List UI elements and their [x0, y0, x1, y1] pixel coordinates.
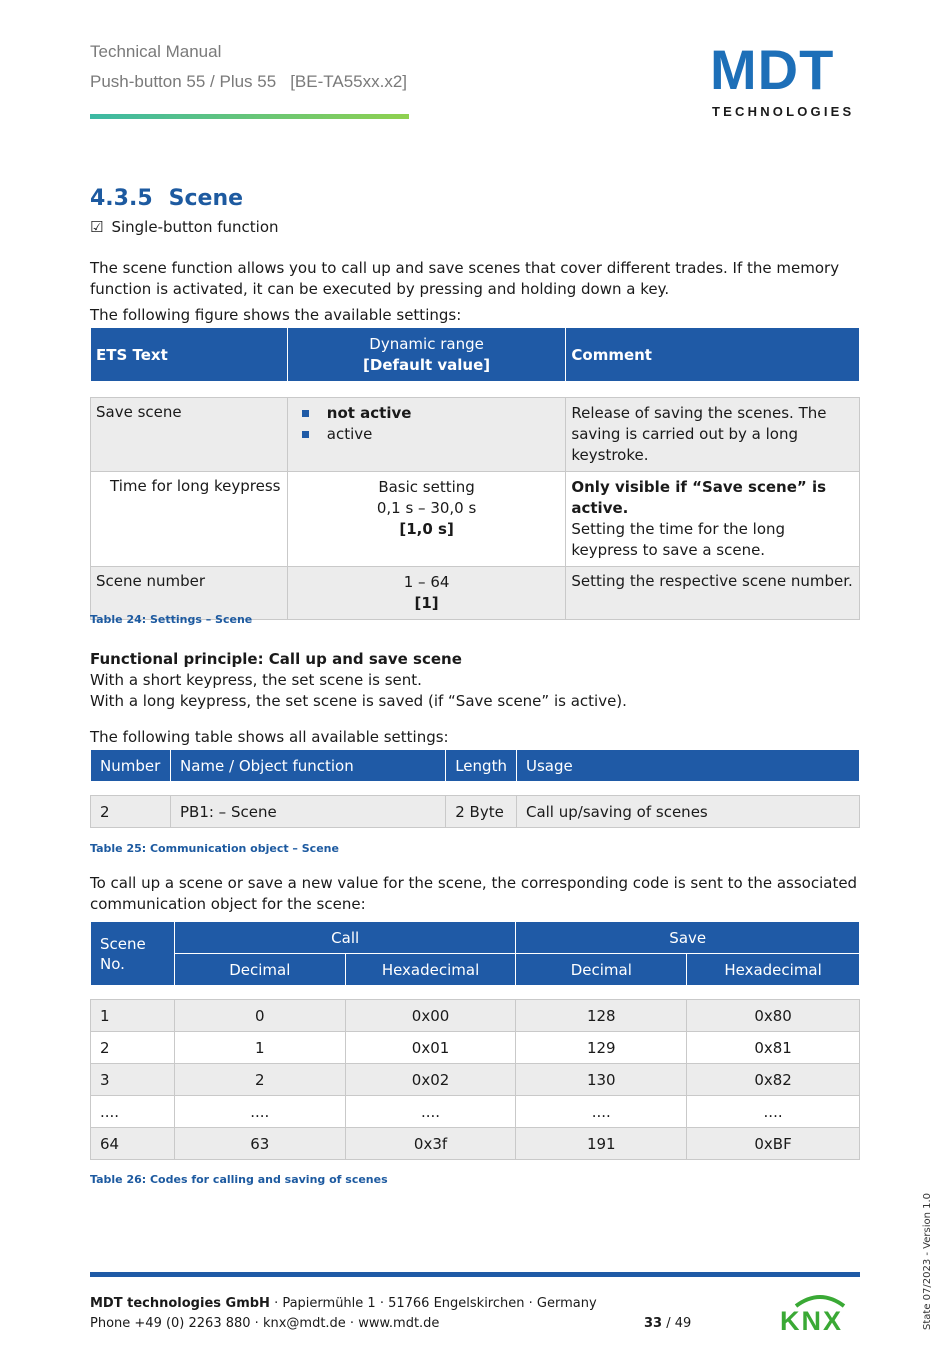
svg-text:KNX: KNX — [780, 1306, 844, 1334]
cell-save-decimal: 191 — [516, 1128, 687, 1160]
cell-call-hex: 0x02 — [345, 1064, 516, 1096]
page-current: 33 — [644, 1316, 663, 1331]
row-range — [287, 398, 566, 472]
cell-save-hex: .... — [687, 1096, 860, 1128]
row-comment — [566, 472, 860, 567]
header-accent-bar — [90, 114, 409, 119]
row-label: Scene number — [91, 567, 288, 620]
cell-save-hex: 0xBF — [687, 1128, 860, 1160]
object-table — [90, 749, 860, 828]
cell-scene: .... — [91, 1096, 175, 1128]
option-not-active: not active — [326, 404, 412, 422]
logo-subtitle: TECHNOLOGIES — [712, 104, 855, 119]
cell-save-decimal: 128 — [516, 1000, 687, 1032]
footer-address: · Papiermühle 1 · 51766 Engelskirchen · Germany — [269, 1296, 597, 1311]
comment-text: Setting the time for the long keypress to save a scene. — [571, 520, 786, 559]
product-label: Push-button 55 / Plus 55 — [90, 72, 277, 91]
cell-save-hex: 0x80 — [687, 1000, 860, 1032]
mdt-logo — [710, 38, 862, 124]
cell-scene: 1 — [91, 1000, 175, 1032]
cell-call-hex: 0x3f — [345, 1128, 516, 1160]
cell-call-decimal: 63 — [174, 1128, 345, 1160]
knx-logo — [778, 1292, 862, 1334]
header-scene-line2: No. — [100, 954, 125, 973]
option-active: active — [326, 425, 373, 443]
principle-line1: With a short keypress, the set scene is sent. — [90, 671, 422, 689]
cell-save-decimal: 130 — [516, 1064, 687, 1096]
function-checkbox-line — [90, 218, 279, 236]
document-state: State 07/2023 - Version 1.0 — [922, 1192, 933, 1330]
row-label: Time for long keypress — [91, 472, 288, 567]
bullet-icon — [302, 410, 309, 417]
header-length: Length — [446, 750, 517, 782]
bullet-icon — [302, 431, 309, 438]
cell-scene: 2 — [91, 1032, 175, 1064]
header-save: Save — [516, 922, 860, 954]
cell-scene: 3 — [91, 1064, 175, 1096]
table-row — [91, 472, 860, 567]
knx-logo-graphic — [778, 1292, 862, 1334]
header-usage: Usage — [516, 750, 859, 782]
header-call-decimal: Decimal — [174, 954, 345, 986]
header-number: Number — [91, 750, 171, 782]
table-row — [91, 1128, 860, 1160]
table-caption: Table 25: Communication object – Scene — [90, 842, 339, 855]
cell-name: PB1: – Scene — [170, 796, 445, 828]
header-call-hex: Hexadecimal — [345, 954, 516, 986]
section-number: 4.3.5 — [90, 186, 153, 211]
cell-call-hex: 0x00 — [345, 1000, 516, 1032]
cell-call-hex: 0x01 — [345, 1032, 516, 1064]
table-row — [91, 1032, 860, 1064]
range-line1: Basic setting — [378, 478, 475, 496]
range-line2: 0,1 s – 30,0 s — [376, 499, 477, 517]
table-row — [91, 796, 860, 828]
cell-save-decimal: .... — [516, 1096, 687, 1128]
settings-table — [90, 327, 860, 620]
footer-company: MDT technologies GmbH — [90, 1296, 270, 1311]
header-save-decimal: Decimal — [516, 954, 687, 986]
row-label: Save scene — [91, 398, 288, 472]
table-caption: Table 26: Codes for calling and saving of scenes — [90, 1173, 388, 1186]
product-name — [90, 72, 407, 92]
principle-line2: With a long keypress, the set scene is saved (if “Save scene” is active). — [90, 692, 627, 710]
page-total: / 49 — [662, 1316, 692, 1331]
product-code: [BE-TA55xx.x2] — [290, 72, 408, 91]
cell-length: 2 Byte — [446, 796, 517, 828]
footer-bar — [90, 1272, 860, 1277]
codes-table — [90, 921, 860, 1160]
cell-call-decimal: .... — [174, 1096, 345, 1128]
header-range-line2: [Default value] — [363, 355, 491, 374]
cell-call-decimal: 1 — [174, 1032, 345, 1064]
row-comment: Release of saving the scenes. The saving is carried out by a long keystroke. — [566, 398, 860, 472]
table-row — [91, 1000, 860, 1032]
header-call: Call — [174, 922, 516, 954]
range-line1: 1 – 64 — [403, 573, 450, 591]
section-heading — [90, 186, 243, 211]
cell-call-decimal: 2 — [174, 1064, 345, 1096]
figure-intro: The following figure shows the available settings: — [90, 306, 462, 324]
cell-save-hex: 0x81 — [687, 1032, 860, 1064]
row-range — [287, 567, 566, 620]
range-default: [1] — [414, 594, 439, 612]
logo-word: MDT — [710, 38, 835, 101]
row-comment: Setting the respective scene number. — [566, 567, 860, 620]
header-ets-text: ETS Text — [91, 328, 288, 382]
footer-company-line — [90, 1296, 597, 1311]
cell-call-decimal: 0 — [174, 1000, 345, 1032]
intro-paragraph: The scene function allows you to call up and save scenes that cover different trades. If the memory function is activated, it can be executed by pressing and holding down a key. — [90, 259, 840, 298]
cell-call-hex: .... — [345, 1096, 516, 1128]
row-range — [287, 472, 566, 567]
table-row — [91, 1096, 860, 1128]
checkbox-icon: ☑ — [90, 218, 104, 236]
header-name: Name / Object function — [170, 750, 445, 782]
cell-save-hex: 0x82 — [687, 1064, 860, 1096]
header-scene-no — [91, 922, 175, 986]
cell-number: 2 — [91, 796, 171, 828]
header-scene-line1: Scene — [100, 934, 146, 953]
object-table-intro: The following table shows all available settings: — [90, 728, 449, 746]
checkbox-label: Single-button function — [111, 218, 279, 236]
codes-intro: To call up a scene or save a new value for the scene, the corresponding code is sent to the associated communication object for the scene: — [90, 874, 858, 913]
cell-scene: 64 — [91, 1128, 175, 1160]
principle-title: Functional principle: Call up and save scene — [90, 650, 462, 668]
header-dynamic-range — [287, 328, 566, 382]
table-row — [91, 567, 860, 620]
comment-visibility: Only visible if “Save scene” is active. — [571, 478, 827, 517]
manual-title: Technical Manual — [90, 42, 222, 61]
footer-contact: Phone +49 (0) 2263 880 · knx@mdt.de · www.mdt.de — [90, 1316, 440, 1331]
cell-save-decimal: 129 — [516, 1032, 687, 1064]
table-row — [91, 1064, 860, 1096]
table-row — [91, 398, 860, 472]
range-default: [1,0 s] — [399, 520, 454, 538]
header-comment: Comment — [566, 328, 860, 382]
header-range-line1: Dynamic range — [369, 334, 484, 353]
header-save-hex: Hexadecimal — [687, 954, 860, 986]
section-title: Scene — [168, 186, 244, 211]
page-number — [644, 1316, 691, 1331]
cell-usage: Call up/saving of scenes — [516, 796, 859, 828]
table-caption: Table 24: Settings – Scene — [90, 613, 253, 626]
